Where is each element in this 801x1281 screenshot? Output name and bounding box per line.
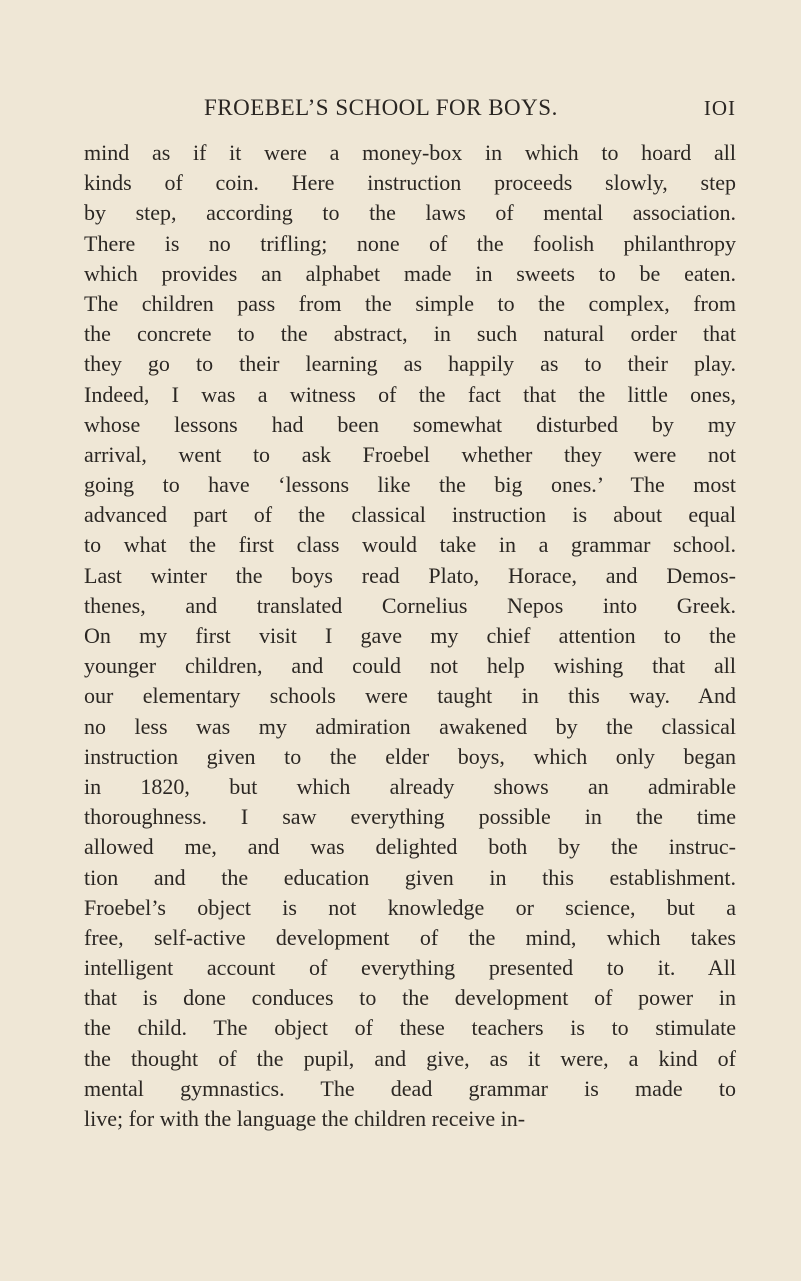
- text-line: The children pass from the simple to the complex, from: [84, 290, 736, 316]
- page-header: [84, 92, 736, 124]
- body-text: [84, 138, 736, 1134]
- text-line: free, self-active development of the mind, which takes: [84, 924, 736, 950]
- text-line: in 1820, but which already shows an admirable: [84, 773, 736, 799]
- text-line: by step, according to the laws of mental association.: [84, 200, 736, 226]
- text-line: Froebel’s object is not knowledge or science, but a: [84, 894, 736, 920]
- text-line: arrival, went to ask Froebel whether they were not: [84, 441, 736, 467]
- text-line: allowed me, and was delighted both by the instruc-: [84, 834, 736, 860]
- text-line: the concrete to the abstract, in such natural order that: [84, 321, 736, 347]
- text-line: to what the first class would take in a grammar school.: [84, 532, 736, 558]
- text-line: thoroughness. I saw everything possible in the time: [84, 804, 736, 830]
- text-line: advanced part of the classical instruction is about equal: [84, 502, 736, 528]
- text-line: instruction given to the elder boys, which only began: [84, 743, 736, 769]
- text-line: younger children, and could not help wishing that all: [84, 653, 736, 679]
- text-line: they go to their learning as happily as to their play.: [84, 351, 736, 377]
- text-line: There is no trifling; none of the foolish philanthropy: [84, 230, 736, 256]
- text-line: thenes, and translated Cornelius Nepos into Greek.: [84, 592, 736, 618]
- running-title: FROEBEL’S SCHOOL FOR BOYS.: [204, 95, 558, 120]
- text-line: tion and the education given in this establishment.: [84, 864, 736, 890]
- text-line: our elementary schools were taught in this way. And: [84, 683, 736, 709]
- text-line: Last winter the boys read Plato, Horace, and Demos-: [84, 562, 736, 588]
- page-number: IOI: [703, 96, 736, 120]
- text-line: which provides an alphabet made in sweets to be eaten.: [84, 260, 736, 286]
- text-line: kinds of coin. Here instruction proceeds slowly, step: [84, 170, 736, 196]
- text-line: no less was my admiration awakened by the classical: [84, 713, 736, 739]
- text-line: the thought of the pupil, and give, as it were, a kind of: [84, 1045, 736, 1071]
- text-line: mental gymnastics. The dead grammar is made to: [84, 1075, 736, 1101]
- text-line: intelligent account of everything presented to it. All: [84, 955, 736, 981]
- text-line: the child. The object of these teachers is to stimulate: [84, 1015, 736, 1041]
- text-line: whose lessons had been somewhat disturbed by my: [84, 411, 736, 437]
- text-line: On my first visit I gave my chief attention to the: [84, 623, 736, 648]
- text-line: live; for with the language the children receive in-: [84, 1106, 526, 1131]
- text-line: that is done conduces to the development of power in: [84, 985, 736, 1011]
- text-line: going to have ‘lessons like the big ones.’ The most: [84, 472, 736, 498]
- text-line: mind as if it were a money-box in which to hoard all: [84, 140, 736, 165]
- text-line: Indeed, I was a witness of the fact that the little ones,: [84, 381, 736, 407]
